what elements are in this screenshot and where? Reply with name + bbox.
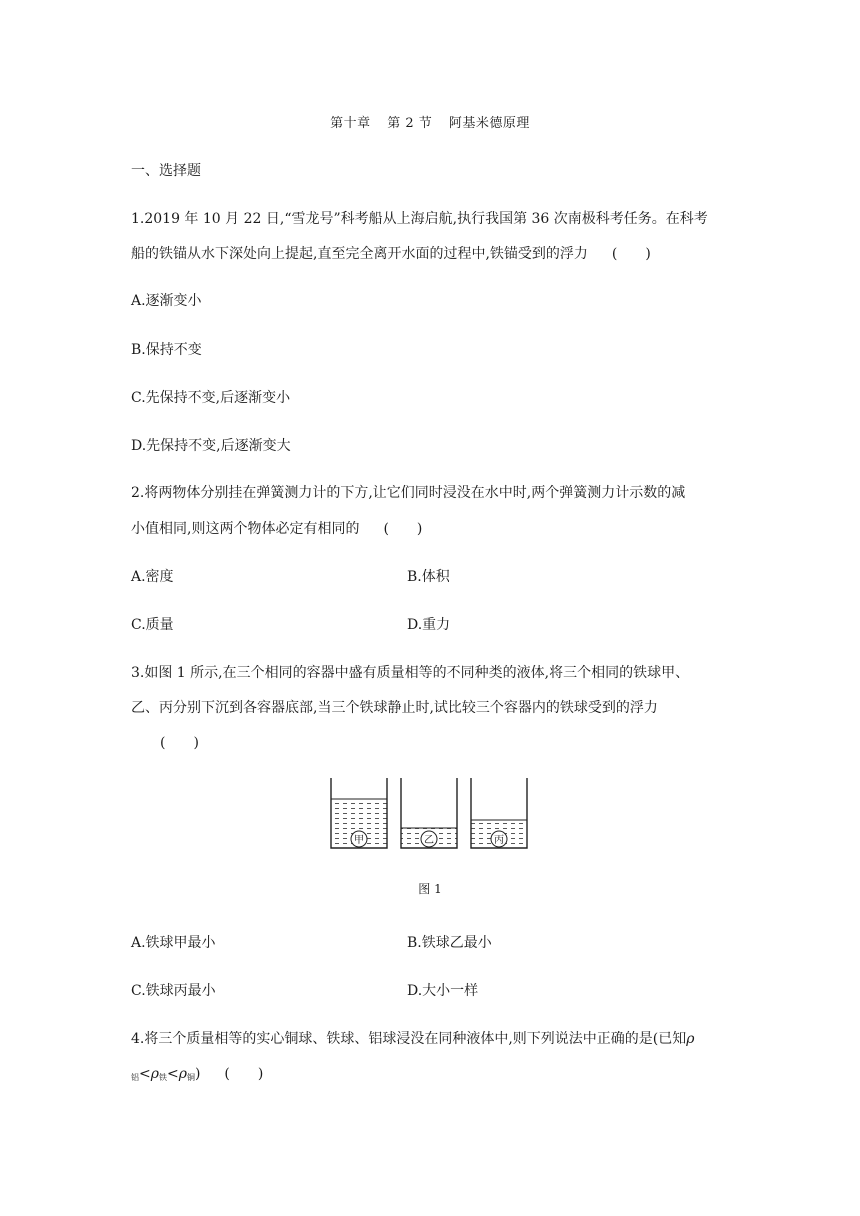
q4-answer-blank: ( ) — [224, 1066, 264, 1082]
subscript-al: 铝 — [131, 1073, 139, 1082]
q2-stem-line1: 2.将两物体分别挂在弹簧测力计的下方,让它们同时浸没在水中时,两个弹簧测力计示数的减 — [131, 485, 686, 501]
q3-option-d: D.大小一样 — [407, 983, 479, 999]
q3-answer-blank: ( ) — [160, 735, 199, 751]
q2-option-c: C.质量 — [131, 617, 174, 633]
ball-bing-label: 丙 — [494, 835, 504, 846]
q3-option-a: A.铁球甲最小 — [131, 935, 216, 951]
q3-stem-line1: 3.如图 1 所示,在三个相同的容器中盛有质量相等的不同种类的液体,将三个相同的铁球甲、 — [131, 665, 690, 681]
page-title — [0, 112, 860, 131]
ball-yi-label: 乙 — [424, 835, 434, 846]
close-paren: ) — [194, 1066, 201, 1082]
q1-answer-blank: ( ) — [611, 246, 651, 262]
container-bing — [471, 778, 527, 848]
rho-symbol: ρ — [178, 1066, 187, 1082]
q2-option-b: B.体积 — [407, 569, 450, 585]
ball-jia-label: 甲 — [354, 835, 364, 846]
q1-option-b: B.保持不变 — [131, 342, 202, 358]
section-label: 第 2 节 — [387, 116, 433, 131]
subscript-fe: 铁 — [158, 1073, 167, 1082]
q4-stem-line2 — [131, 1063, 263, 1083]
lesson-name: 阿基米德原理 — [448, 116, 530, 131]
container-jia — [331, 778, 387, 848]
q2-option-d: D.重力 — [407, 617, 451, 633]
less-than: < — [166, 1066, 179, 1082]
q3-option-c: C.铁球丙最小 — [131, 983, 216, 999]
rho-symbol: ρ — [686, 1031, 695, 1047]
q4-stem-text: 4.将三个质量相等的实心铜球、铁球、铝球浸没在同种液体中,则下列说法中正确的是(已知 — [131, 1031, 687, 1047]
q1-stem-line1: 1.2019 年 10 月 22 日,“雪龙号”科考船从上海启航,执行我国第 36 次南极科考任务。在科考 — [131, 211, 708, 227]
q3-stem-line2: 乙、丙分别下沉到各容器底部,当三个铁球静止时,试比较三个容器内的铁球受到的浮力 — [131, 700, 658, 716]
figure-caption: 图 1 — [418, 882, 442, 896]
rho-symbol: ρ — [150, 1066, 159, 1082]
q2-option-a: A.密度 — [131, 569, 174, 585]
container-yi — [401, 778, 457, 848]
q3-option-b: B.铁球乙最小 — [407, 935, 492, 951]
chapter-label: 第十章 — [330, 116, 371, 131]
q2-stem-text: 小值相同,则这两个物体必定有相同的 — [131, 521, 360, 537]
q1-option-c: C.先保持不变,后逐渐变小 — [131, 390, 291, 406]
q1-stem-text: 船的铁锚从水下深处向上提起,直至完全离开水面的过程中,铁锚受到的浮力 — [131, 246, 588, 262]
q1-option-a: A.逐渐变小 — [131, 293, 202, 309]
q1-stem-line2 — [131, 243, 651, 263]
q2-stem-line2 — [131, 518, 422, 538]
q4-stem-line1 — [131, 1028, 695, 1048]
figure-containers — [326, 776, 532, 852]
q2-answer-blank: ( ) — [383, 521, 423, 537]
subscript-cu: 铜 — [186, 1073, 195, 1082]
q1-option-d: D.先保持不变,后逐渐变大 — [131, 438, 291, 454]
section-heading: 一、选择题 — [131, 163, 201, 179]
less-than: < — [139, 1066, 151, 1082]
